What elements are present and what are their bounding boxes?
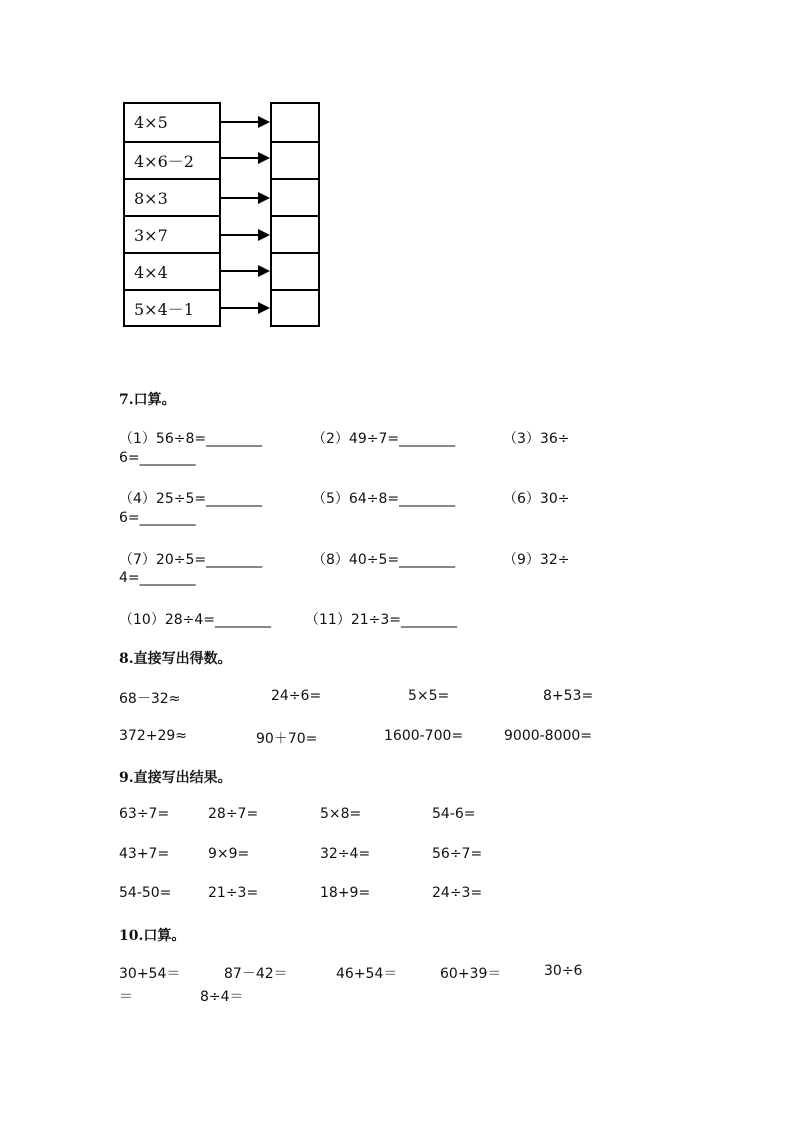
expression-cell: 4×6－2: [125, 141, 219, 179]
q8-item: 372+29≈: [119, 728, 187, 744]
q7-item: [312, 428, 455, 448]
q8-item: 24÷6=: [271, 688, 322, 704]
q7-item-label: （2）49÷7=: [312, 431, 400, 447]
q9-item: 63÷7=: [119, 806, 170, 822]
q7-item-label: （5）64÷8=: [312, 491, 400, 507]
q10-item: 8÷4＝: [200, 989, 244, 1005]
answer-box[interactable]: [272, 104, 318, 142]
answer-blank[interactable]: ________: [399, 491, 456, 507]
q7-item: [305, 609, 457, 629]
q7-item: [119, 488, 262, 508]
question-7-heading: [119, 389, 176, 409]
question-number: 8.: [119, 651, 134, 667]
expression-cell: 4×5: [134, 113, 168, 132]
answer-blank[interactable]: ________: [206, 431, 263, 447]
q8-item: 90＋70=: [256, 731, 318, 747]
question-number: 10.: [119, 928, 144, 944]
q10-item: 30÷6: [544, 963, 583, 979]
q7-item-continuation: [119, 570, 196, 586]
q9-item: 54-50=: [119, 885, 172, 901]
question-title: 直接写出结果。: [133, 770, 232, 786]
q7-item-continuation: [119, 450, 196, 466]
q7-item-label: （1）56÷8=: [119, 431, 207, 447]
q9-item: 9×9=: [208, 846, 250, 862]
q7-item: （9）32÷: [503, 552, 570, 568]
answer-box[interactable]: [272, 178, 318, 216]
q8-item: 1600-700=: [384, 728, 464, 744]
q9-item: 21÷3=: [208, 885, 259, 901]
q7-item-label: （11）21÷3=: [305, 612, 401, 628]
q9-item: 18+9=: [320, 885, 371, 901]
answer-blank[interactable]: ________: [206, 491, 263, 507]
q9-item: 28÷7=: [208, 806, 259, 822]
q9-item: 24÷3=: [432, 885, 483, 901]
q10-item: 46+54＝: [336, 966, 398, 982]
q7-item-label: （4）25÷5=: [119, 491, 207, 507]
q7-item: （6）30÷: [503, 491, 570, 507]
answer-blank[interactable]: ________: [401, 612, 457, 628]
q7-item-label: 4=: [119, 570, 140, 586]
q9-item: 43+7=: [119, 846, 170, 862]
answer-box[interactable]: [272, 141, 318, 179]
answer-blank[interactable]: ________: [215, 612, 271, 628]
answer-blank[interactable]: ________: [399, 552, 456, 568]
q7-item: [119, 609, 271, 629]
expression-cell: 8×3: [125, 178, 219, 216]
arrow-right-icon: [221, 265, 270, 277]
q8-item: 8+53=: [543, 688, 594, 704]
question-8-heading: [119, 648, 232, 668]
question-10-heading: [119, 925, 185, 945]
question-title: 口算。: [143, 928, 186, 944]
answer-blank[interactable]: ________: [139, 450, 196, 466]
q9-item: 54-6=: [432, 806, 476, 822]
question-9-heading: [119, 767, 232, 787]
answer-blank[interactable]: ________: [139, 570, 196, 586]
q9-item: 5×8=: [320, 806, 362, 822]
q9-item: 56÷7=: [432, 846, 483, 862]
q8-item: 68－32≈: [119, 691, 181, 707]
arrow-right-icon: [221, 229, 270, 241]
question-number: 9.: [119, 770, 134, 786]
q8-item: 5×5=: [408, 688, 450, 704]
arrow-right-icon: [221, 152, 270, 164]
answer-blank[interactable]: ________: [399, 431, 456, 447]
arrow-right-icon: [221, 192, 270, 204]
answer-box[interactable]: [272, 289, 318, 327]
q10-item: 30+54＝: [119, 966, 181, 982]
q7-item-continuation: [119, 510, 196, 526]
arrow-right-icon: [221, 116, 270, 128]
expression-cell: 3×7: [125, 215, 219, 253]
question-number: 7.: [119, 392, 134, 408]
q10-item-continuation: ＝: [119, 989, 133, 1005]
answer-box[interactable]: [272, 215, 318, 253]
answer-blank[interactable]: ________: [206, 552, 263, 568]
question-title: 口算。: [133, 392, 176, 408]
answer-column: [270, 102, 320, 327]
q7-item-label: （10）28÷4=: [119, 612, 215, 628]
answer-blank[interactable]: ________: [139, 510, 196, 526]
expression-cell: 4×4: [125, 252, 219, 290]
arrow-right-icon: [221, 302, 270, 314]
q7-item-label: （8）40÷5=: [312, 552, 400, 568]
answer-box[interactable]: [272, 252, 318, 290]
q9-item: 32÷4=: [320, 846, 371, 862]
q7-item-label: 6=: [119, 510, 140, 526]
expression-cell: 5×4－1: [125, 289, 219, 327]
q7-item: [119, 428, 262, 448]
q7-item-label: （7）20÷5=: [119, 552, 207, 568]
q7-item: [312, 488, 455, 508]
q7-item-label: 6=: [119, 450, 140, 466]
question-title: 直接写出得数。: [133, 651, 232, 667]
q10-item: 87－42＝: [224, 966, 288, 982]
expression-column: [123, 102, 221, 327]
q7-item: [312, 549, 455, 569]
q8-item: 9000-8000=: [504, 728, 593, 744]
q7-item: （3）36÷: [503, 431, 570, 447]
q7-item: [119, 549, 262, 569]
q10-item: 60+39＝: [440, 966, 502, 982]
